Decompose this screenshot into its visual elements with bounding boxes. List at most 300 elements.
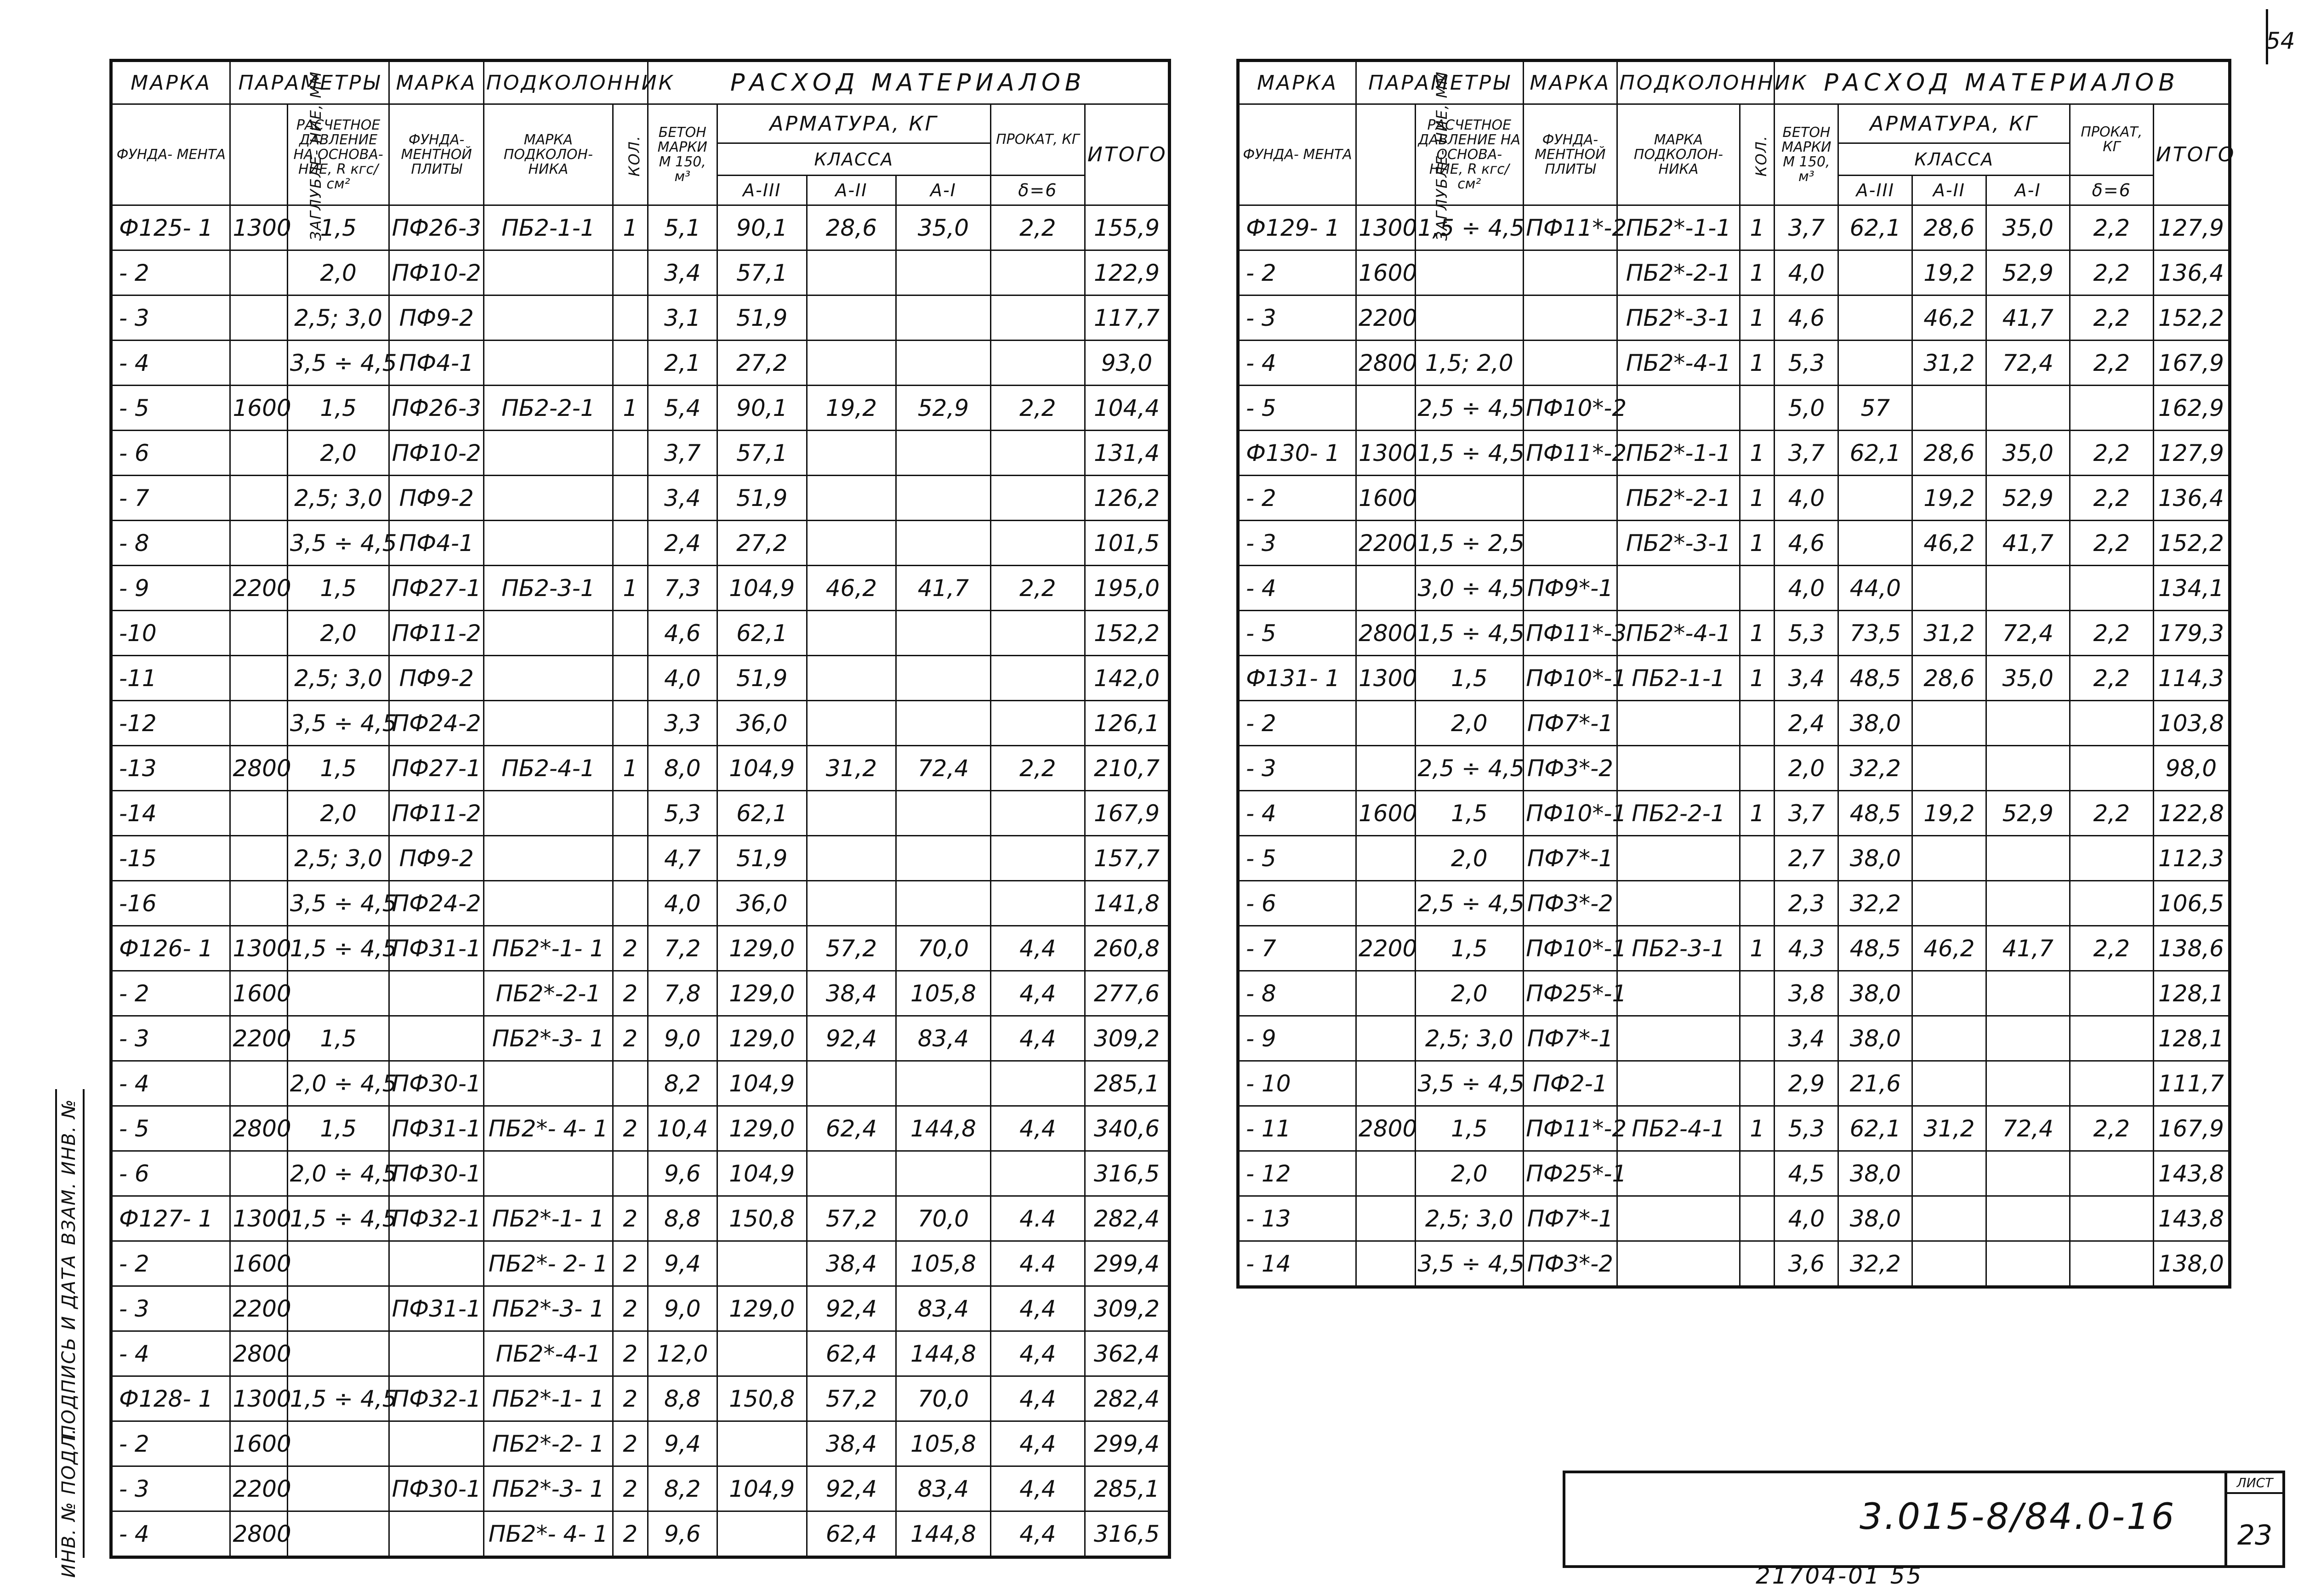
table-cell: - 2 [111,1421,230,1466]
hdr-qty-r [1740,104,1775,205]
table-cell: 51,9 [717,836,807,881]
table-cell: 129,0 [717,926,807,971]
table-cell: 2,2 [990,205,1085,250]
table-cell: ПФ9-2 [389,295,483,341]
hdr-materials-r: РАСХОД МАТЕРИАЛОВ [1775,61,2230,104]
table-cell: 1 [1740,250,1775,295]
table-cell [483,341,613,386]
table-cell: 38,4 [807,1421,896,1466]
table-cell: 70,0 [896,1196,990,1241]
table-cell: 316,5 [1085,1151,1170,1196]
table-cell: 3,4 [648,250,717,295]
table-cell [2070,701,2153,746]
table-cell: 1,5 ÷ 4,5 [287,926,389,971]
table-cell [1986,1151,2070,1196]
table-cell: 35,0 [1986,656,2070,701]
table-cell: -13 [111,746,230,791]
table-cell [2070,881,2153,926]
table-cell: 3,5 ÷ 4,5 [287,341,389,386]
table-cell: ПБ2*-1-1 [1617,431,1740,476]
table-cell [896,476,990,521]
table-cell [990,656,1085,701]
table-cell: ПБ2-3-1 [483,566,613,611]
table-cell: 144,8 [896,1511,990,1557]
table-cell: - 7 [111,476,230,521]
table-row [1238,205,2230,250]
table-cell [990,295,1085,341]
table-cell: 4,3 [1775,926,1838,971]
table-cell: 131,4 [1085,431,1170,476]
sheet-box [2224,1473,2282,1565]
table-row [111,250,1170,295]
table-cell [1415,250,1524,295]
table-cell [613,701,648,746]
table-cell [230,295,287,341]
table-cell: 4,4 [990,1331,1085,1376]
table-cell [230,431,287,476]
table-cell: - 7 [1238,926,1356,971]
table-cell [807,881,896,926]
table-cell: 126,2 [1085,476,1170,521]
table-cell [483,836,613,881]
table-cell: - 3 [111,1016,230,1061]
table-cell: -15 [111,836,230,881]
table-cell: 27,2 [717,341,807,386]
table-cell: ПФ11*-2 [1524,205,1617,250]
table-cell: ПБ2*-2-1 [1617,476,1740,521]
table-cell: 1 [1740,926,1775,971]
table-cell [230,881,287,926]
table-cell [1986,1016,2070,1061]
table-cell: 3,7 [1775,791,1838,836]
table-cell [1524,295,1617,341]
table-cell: 38,0 [1838,836,1912,881]
table-cell: 4,4 [990,971,1085,1016]
hdr-plate-sub-r: ФУНДА- МЕНТНОЙ ПЛИТЫ [1524,104,1617,205]
table-cell [1740,1196,1775,1241]
table-cell [1838,295,1912,341]
table-cell [1912,746,1986,791]
table-cell: 9,6 [648,1151,717,1196]
table-cell [613,656,648,701]
table-cell: 1 [613,746,648,791]
table-cell: 3,1 [648,295,717,341]
table-cell: 316,5 [1085,1511,1170,1557]
table-cell: 3,4 [1775,656,1838,701]
table-cell [1986,566,2070,611]
table-cell [1617,386,1740,431]
table-cell: 7,2 [648,926,717,971]
table-cell: 129,0 [717,1286,807,1331]
table-row [111,1511,1170,1557]
table-cell: 2,0 [1415,836,1524,881]
table-cell: 2 [613,971,648,1016]
table-cell: ПБ2*-3- 1 [483,1466,613,1511]
table-cell [896,611,990,656]
table-cell: 2,3 [1775,881,1838,926]
table-cell [1356,566,1416,611]
table-cell: 2 [613,1241,648,1286]
table-cell: ПБ2-2-1 [483,386,613,431]
table-row [1238,1151,2230,1196]
table-cell: - 8 [111,521,230,566]
table-cell [287,1466,389,1511]
table-cell: 2 [613,1196,648,1241]
table-cell: - 4 [111,341,230,386]
table-cell: 9,6 [648,1511,717,1557]
table-cell [389,1331,483,1376]
table-cell: 104,4 [1085,386,1170,431]
table-cell [230,701,287,746]
title-block [1563,1471,2285,1568]
table-cell [807,431,896,476]
table-cell [1356,701,1416,746]
table-cell [483,521,613,566]
table-cell: 2,2 [2070,611,2153,656]
table-cell: 9,0 [648,1286,717,1331]
sheet-number: 23 [2237,1519,2273,1551]
table-row [111,746,1170,791]
table-cell: 5,3 [1775,1106,1838,1151]
table-cell: 62,4 [807,1106,896,1151]
table-cell: 38,0 [1838,1196,1912,1241]
table-cell [483,881,613,926]
table-cell: 90,1 [717,205,807,250]
table-cell: -12 [111,701,230,746]
hdr-delta-r: δ=6 [2070,176,2153,205]
table-cell: 52,9 [1986,250,2070,295]
table-cell [1986,746,2070,791]
table-row [1238,1061,2230,1106]
table-cell: - 4 [111,1331,230,1376]
table-cell: 1 [1740,431,1775,476]
table-cell: 103,8 [2153,701,2230,746]
table-cell: 1600 [230,1421,287,1466]
table-cell: ПФ26-3 [389,386,483,431]
table-cell [1912,1151,1986,1196]
hdr-mark-sub: ФУНДА- МЕНТА [111,104,230,205]
table-cell [483,476,613,521]
table-cell: ПБ2*-1- 1 [483,1376,613,1421]
table-row [111,295,1170,341]
table-cell: 72,4 [1986,611,2070,656]
hdr-rolled: ПРОКАТ, КГ [990,104,1085,176]
table-row [1238,611,2230,656]
table-cell: 2,2 [2070,1106,2153,1151]
table-cell [1838,341,1912,386]
table-cell: Ф130- 1 [1238,431,1356,476]
table-cell: 5,3 [1775,341,1838,386]
table-cell [1415,295,1524,341]
table-cell [807,611,896,656]
table-cell: 32,2 [1838,881,1912,926]
hdr-a3: А-III [717,176,807,205]
table-cell: - 8 [1238,971,1356,1016]
table-cell: 106,5 [2153,881,2230,926]
table-cell: ПБ2*-2- 1 [483,1421,613,1466]
table-cell: 44,0 [1838,566,1912,611]
hdr-a2: А-II [807,176,896,205]
table-cell: 2,0 ÷ 4,5 [287,1151,389,1196]
table-cell [1740,881,1775,926]
table-cell [1912,881,1986,926]
table-cell [807,295,896,341]
table-cell [1356,386,1416,431]
table-row [1238,521,2230,566]
table-cell: 3,7 [1775,205,1838,250]
table-cell [389,1016,483,1061]
table-cell [717,1241,807,1286]
table-cell [230,656,287,701]
table-cell: 2800 [1356,341,1416,386]
table-row [111,971,1170,1016]
table-cell: 8,8 [648,1196,717,1241]
table-cell: 134,1 [2153,566,2230,611]
table-cell [1912,386,1986,431]
table-cell [1740,566,1775,611]
table-cell: - 10 [1238,1061,1356,1106]
table-cell [896,431,990,476]
table-cell [389,1421,483,1466]
table-cell: 10,4 [648,1106,717,1151]
table-cell [896,1151,990,1196]
table-cell [807,250,896,295]
table-cell: 2,5 ÷ 4,5 [1415,881,1524,926]
table-cell [483,701,613,746]
table-cell: 41,7 [1986,521,2070,566]
table-cell: 51,9 [717,295,807,341]
table-cell [613,1061,648,1106]
table-cell [1524,476,1617,521]
table-cell: 1,5 [287,1106,389,1151]
table-cell: 1300 [1356,656,1416,701]
table-cell: 2 [613,1421,648,1466]
table-cell: ПФ7*-1 [1524,1196,1617,1241]
table-cell: -16 [111,881,230,926]
table-row [1238,295,2230,341]
table-cell: ПФ9-2 [389,656,483,701]
table-cell: ПФ27-1 [389,746,483,791]
table-cell [613,295,648,341]
table-cell: 62,4 [807,1511,896,1557]
side-stamp-divider [83,1089,85,1558]
table-cell: 1,5 [1415,1106,1524,1151]
table-cell: 2 [613,1511,648,1557]
table-cell [896,341,990,386]
table-cell: 1,5 [287,386,389,431]
table-cell [1356,1196,1416,1241]
table-cell: ПБ2*- 4- 1 [483,1511,613,1557]
table-cell: 2800 [230,746,287,791]
table-cell: - 2 [111,971,230,1016]
document-number: 3.015-8/84.0-16 [1860,1496,2176,1538]
table-cell [1986,836,2070,881]
table-row [1238,431,2230,476]
table-cell [1415,476,1524,521]
table-cell [1356,1241,1416,1287]
table-cell: 52,9 [1986,476,2070,521]
table-cell [1524,521,1617,566]
table-row [1238,836,2230,881]
table-cell [990,881,1085,926]
table-cell: ПБ2*-4-1 [483,1331,613,1376]
table-cell [807,1151,896,1196]
table-cell: 142,0 [1085,656,1170,701]
table-cell [990,521,1085,566]
table-cell: ПБ2*-2-1 [1617,250,1740,295]
table-cell: 105,8 [896,1241,990,1286]
table-cell [1912,836,1986,881]
table-cell [613,881,648,926]
table-cell: 104,9 [717,1061,807,1106]
hdr-plate-mark-r: МАРКА [1524,61,1617,104]
table-cell: 127,9 [2153,205,2230,250]
table-cell [1740,746,1775,791]
table-cell: 35,0 [896,205,990,250]
table-cell: 2,0 ÷ 4,5 [287,1061,389,1106]
table-cell [990,701,1085,746]
table-cell: 105,8 [896,971,990,1016]
hdr-podkol-mark: МАРКА ПОДКОЛОН- НИКА [483,104,613,205]
table-cell: 92,4 [807,1016,896,1061]
table-cell: ПФ30-1 [389,1466,483,1511]
table-cell: 2800 [230,1511,287,1557]
table-cell: 2200 [230,566,287,611]
table-cell [613,341,648,386]
table-cell: 27,2 [717,521,807,566]
table-cell: 2 [613,1376,648,1421]
table-cell: 8,0 [648,746,717,791]
table-cell: 19,2 [1912,476,1986,521]
table-cell: ПФ32-1 [389,1376,483,1421]
table-cell: - 2 [1238,701,1356,746]
table-cell: 38,0 [1838,701,1912,746]
table-cell [613,250,648,295]
table-cell: 2,2 [2070,250,2153,295]
table-cell: 4,6 [1775,521,1838,566]
table-cell: 2,5; 3,0 [287,656,389,701]
table-cell [1986,971,2070,1016]
hdr-a2-r: А-II [1912,176,1986,205]
table-cell: 57,2 [807,1376,896,1421]
table-cell: ПФ11-2 [389,611,483,656]
table-cell [896,881,990,926]
table-cell: ПФ11-2 [389,791,483,836]
table-cell [1986,386,2070,431]
table-cell: 4,0 [1775,1196,1838,1241]
hdr-plate-mark: МАРКА [389,61,483,104]
table-cell: ПФ10*-2 [1524,386,1617,431]
table-cell: 9,4 [648,1241,717,1286]
table-cell: 2200 [230,1286,287,1331]
table-cell: 4.4 [990,1241,1085,1286]
table-cell: ПБ2*-4-1 [1617,341,1740,386]
table-cell: 31,2 [1912,1106,1986,1151]
table-cell: 167,9 [1085,791,1170,836]
table-cell: ПФ31-1 [389,926,483,971]
table-cell [1356,1061,1416,1106]
table-cell: 32,2 [1838,746,1912,791]
table-cell [990,1061,1085,1106]
table-cell [1912,1016,1986,1061]
table-cell: 38,4 [807,1241,896,1286]
table-cell: 136,4 [2153,476,2230,521]
table-cell: ПФ3*-2 [1524,1241,1617,1287]
table-cell: 2,2 [2070,791,2153,836]
table-cell: 104,9 [717,1151,807,1196]
hdr-mark: МАРКА [111,61,230,104]
table-cell: 152,2 [2153,295,2230,341]
table-cell: 2200 [230,1016,287,1061]
table-cell: - 3 [1238,295,1356,341]
table-cell [1740,1061,1775,1106]
page-number: 54 [2266,28,2295,54]
table-cell [613,791,648,836]
table-row [1238,1016,2230,1061]
table-cell [1617,836,1740,881]
table-cell [287,1421,389,1466]
table-cell: 127,9 [2153,431,2230,476]
table-cell: 52,9 [896,386,990,431]
table-cell: 19,2 [1912,791,1986,836]
hdr-pressure: РАСЧЕТНОЕ ДАВЛЕНИЕ НА ОСНОВА- НИЕ, R кгс/см² [287,104,389,205]
table-cell: 51,9 [717,476,807,521]
table-cell: 2 [613,1331,648,1376]
table-cell: 299,4 [1085,1421,1170,1466]
table-cell: 128,1 [2153,1016,2230,1061]
table-cell: 2200 [1356,295,1416,341]
table-cell: 1 [1740,521,1775,566]
table-cell [483,250,613,295]
table-cell [483,1061,613,1106]
hdr-concrete-r: БЕТОН МАРКИ М 150, м³ [1775,104,1838,205]
table-cell: ПБ2*- 2- 1 [483,1241,613,1286]
table-cell [1912,1241,1986,1287]
table-cell: 162,9 [2153,386,2230,431]
table-cell: 46,2 [807,566,896,611]
table-cell: 38,0 [1838,1016,1912,1061]
table-cell [389,971,483,1016]
table-cell: 3,5 ÷ 4,5 [287,521,389,566]
table-cell: 3,8 [1775,971,1838,1016]
table-row [111,701,1170,746]
table-cell [613,521,648,566]
table-cell: 21,6 [1838,1061,1912,1106]
table-cell: - 3 [111,295,230,341]
table-cell: 36,0 [717,881,807,926]
table-cell: 138,6 [2153,926,2230,971]
table-cell: 2,2 [2070,926,2153,971]
table-cell: 46,2 [1912,521,1986,566]
table-cell: 144,8 [896,1331,990,1376]
table-cell: ПФ7*-1 [1524,701,1617,746]
table-cell [1740,1241,1775,1287]
table-cell: 36,0 [717,701,807,746]
table-row [111,836,1170,881]
table-cell: 112,3 [2153,836,2230,881]
table-cell: ПБ2*-2-1 [483,971,613,1016]
hdr-class-r: КЛАССА [1838,143,2070,176]
table-cell: 114,3 [2153,656,2230,701]
table-cell: ПФ4-1 [389,341,483,386]
table-cell: 277,6 [1085,971,1170,1016]
table-cell: 167,9 [2153,341,2230,386]
table-cell [1617,746,1740,791]
table-cell: 2,0 [287,250,389,295]
table-cell: 52,9 [1986,791,2070,836]
table-cell: 150,8 [717,1196,807,1241]
table-cell: 105,8 [896,1421,990,1466]
